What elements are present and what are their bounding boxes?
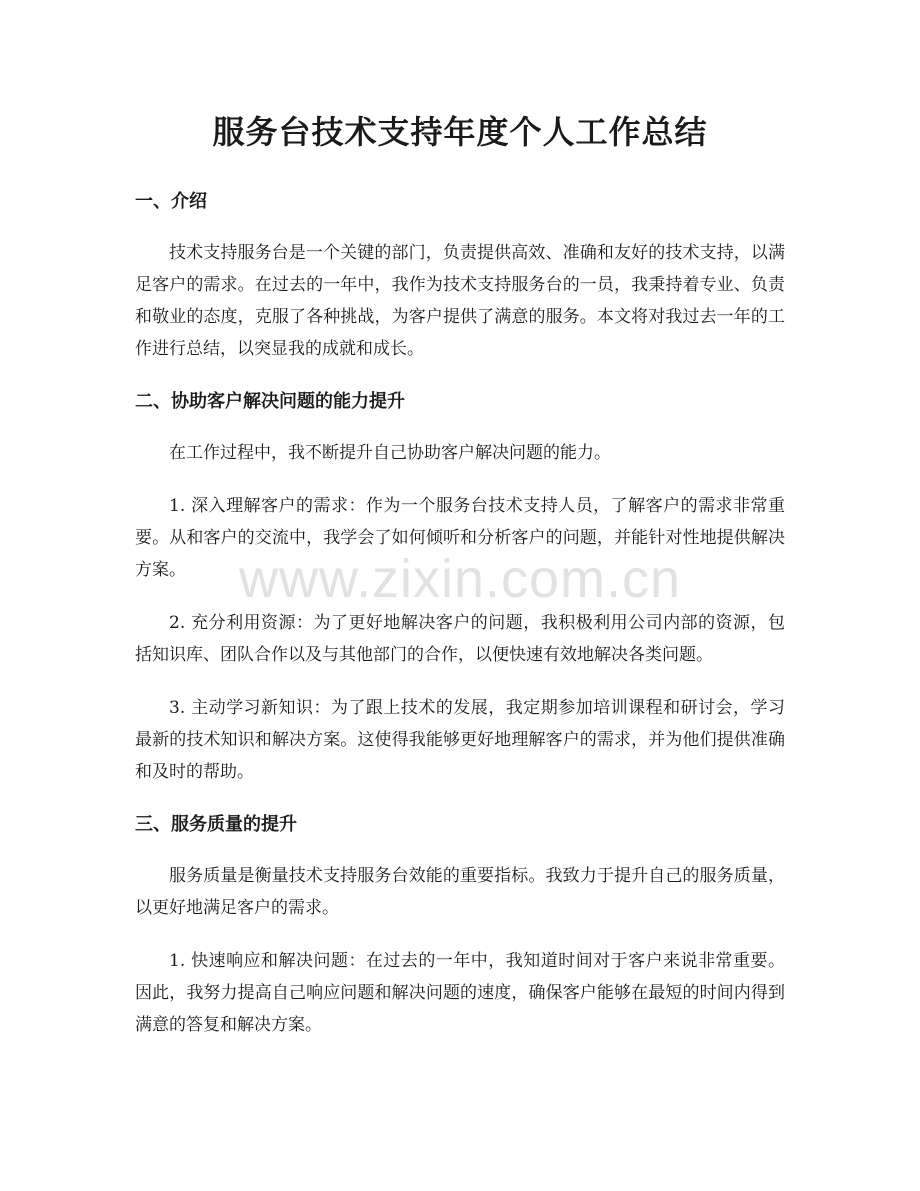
section-heading-problem-solving: 二、协助客户解决问题的能力提升 bbox=[135, 391, 405, 412]
section-heading-service-quality: 三、服务质量的提升 bbox=[135, 814, 297, 835]
list-item-paragraph: 2. 充分利用资源：为了更好地解决客户的问题，我积极利用公司内部的资源，包括知识库、团队合作以及与其他部门的合作，以便快速有效地解决各类问题。 bbox=[135, 613, 785, 665]
watermark: www.zixin.com.cn bbox=[238, 549, 682, 609]
section-heading-intro: 一、介绍 bbox=[135, 191, 207, 212]
list-item-paragraph: 1. 深入理解客户的需求：作为一个服务台技术支持人员，了解客户的需求非常重要。从和客户的交流中，我学会了如何倾听和分析客户的问题，并能针对性地提供解决方案。 bbox=[135, 496, 785, 580]
paragraph: 技术支持服务台是一个关键的部门，负责提供高效、准确和友好的技术支持，以满足客户的需求。在过去的一年中，我作为技术支持服务台的一员，我秉持着专业、负责和敬业的态度，克服了各种挑战，为客户提供了满意的服务。本文将对我过去一年的工作进行总结，以突显我的成就和成长。 bbox=[135, 243, 785, 359]
paragraph: 服务质量是衡量技术支持服务台效能的重要指标。我致力于提升自己的服务质量，以更好地满足客户的需求。 bbox=[135, 866, 785, 918]
list-item-paragraph: 3. 主动学习新知识：为了跟上技术的发展，我定期参加培训课程和研讨会，学习最新的技术知识和解决方案。这使得我能够更好地理解客户的需求，并为他们提供准确和及时的帮助。 bbox=[135, 698, 785, 782]
document-body bbox=[135, 186, 785, 1041]
list-item-paragraph: 1. 快速响应和解决问题：在过去的一年中，我知道时间对于客户来说非常重要。因此，我努力提高自己响应问题和解决问题的速度，确保客户能够在最短的时间内得到满意的答复和解决方案。 bbox=[135, 951, 785, 1035]
paragraph: 在工作过程中，我不断提升自己协助客户解决问题的能力。 bbox=[169, 443, 611, 463]
document-title: 服务台技术支持年度个人工作总结 bbox=[212, 113, 708, 151]
